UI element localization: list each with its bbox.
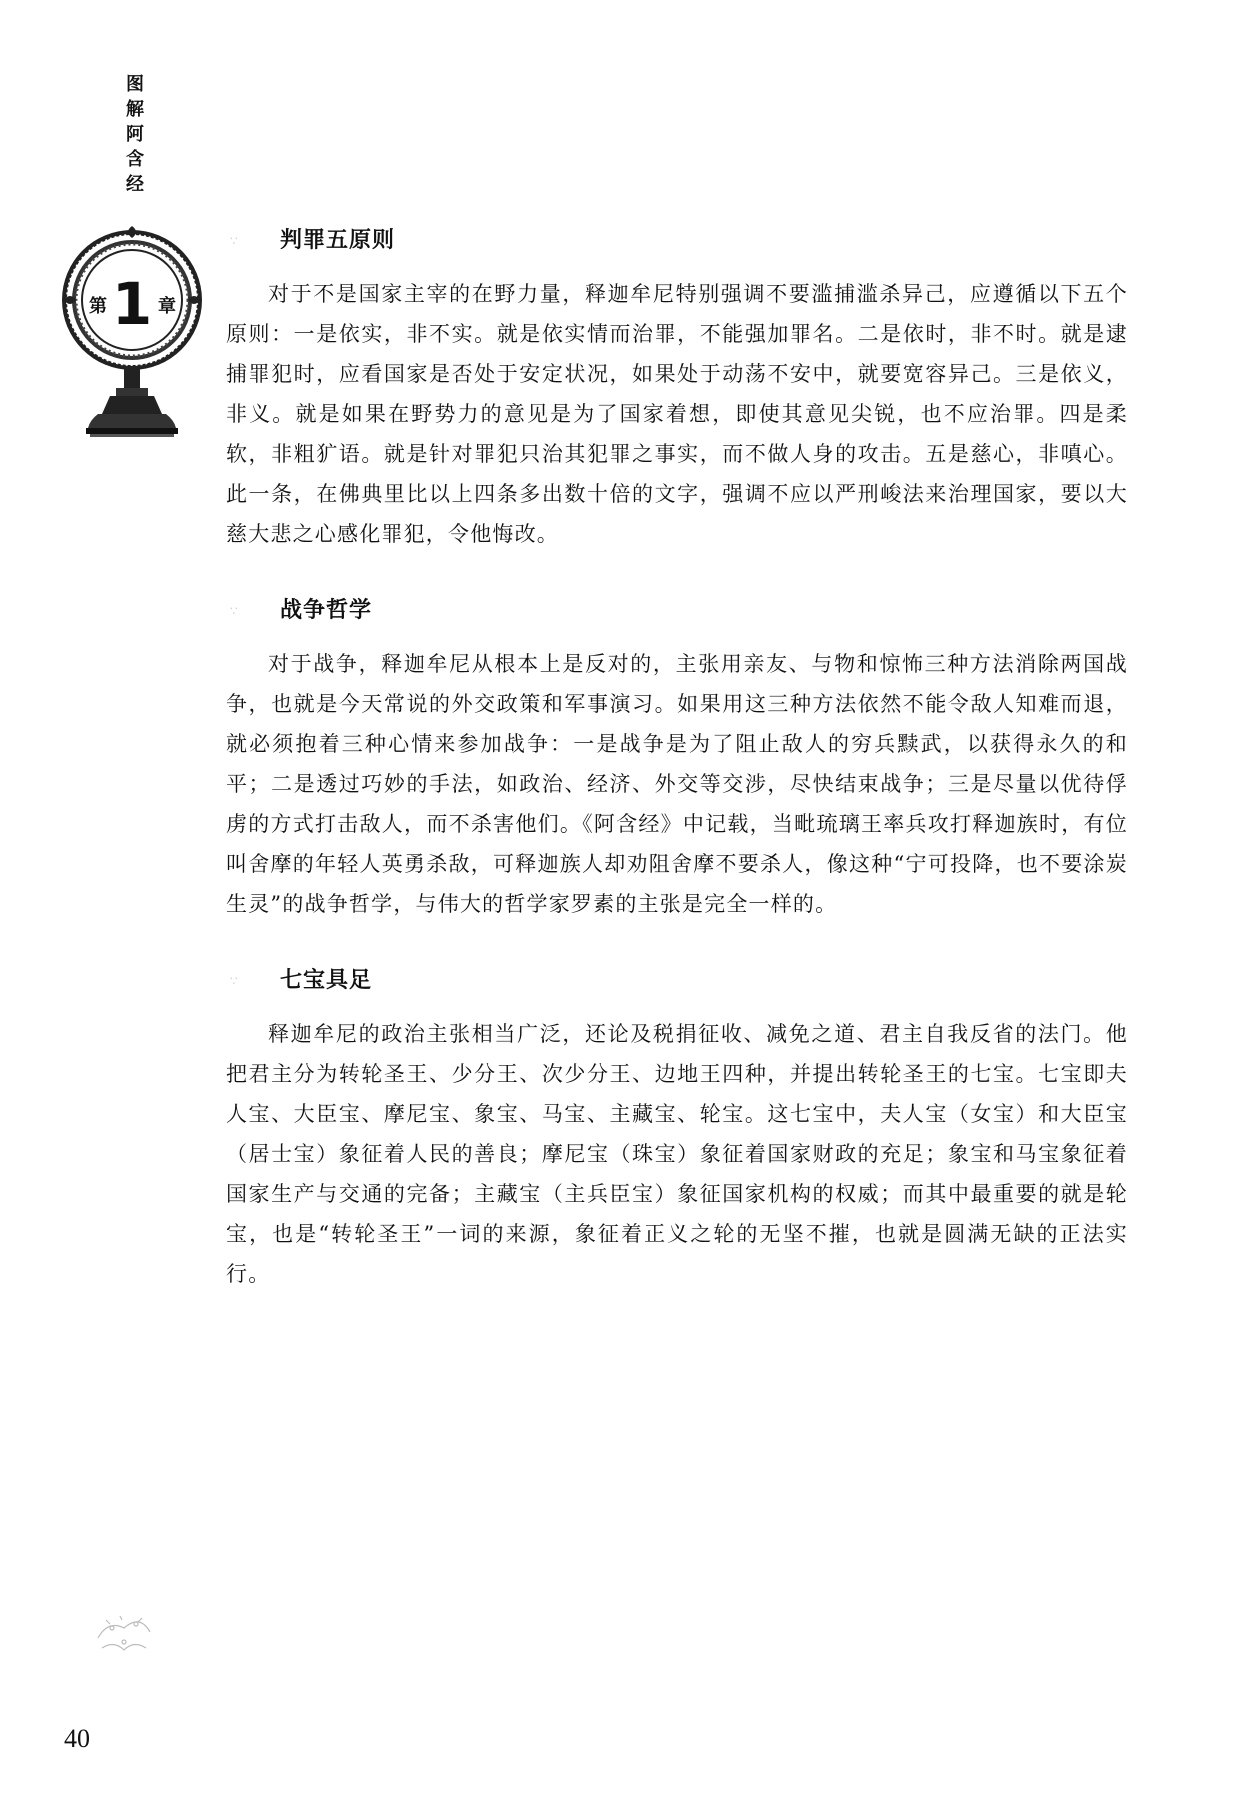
book-title-char: 经 [126, 174, 144, 195]
chapter-mirror-icon [52, 222, 212, 462]
heading-mark-icon: ∵ [230, 604, 238, 618]
footer-ornament-icon [92, 1608, 156, 1660]
section-five-principles [226, 228, 1128, 554]
section-title: 判罪五原则 [280, 228, 396, 253]
book-title-char: 图 [126, 74, 144, 95]
book-title-char: 解 [126, 99, 144, 120]
section-war-philosophy [226, 598, 1128, 924]
book-title-char: 阿 [126, 124, 144, 145]
chapter-badge [52, 222, 212, 462]
running-book-title [120, 72, 150, 197]
chapter-prefix: 第 [89, 296, 107, 317]
heading-mark-icon: ∵ [230, 234, 238, 248]
section-paragraph: 对于战争，释迦牟尼从根本上是反对的，主张用亲友、与物和惊怖三种方法消除两国战争，也就是今天常说的外交政策和军事演习。如果用这三种方法依然不能令敌人知难而退，就必须抱着三种心情来参加战争：一是战争是为了阻止敌人的穷兵黩武，以获得永久的和平；二是透过巧妙的手法，如政治、经济、外交等交涉，尽快结束战争；三是尽量以优待俘虏的方式打击敌人，而不杀害他们。《阿含经》中记载，当毗琉璃王率兵攻打释迦族时，有位叫舍摩的年轻人英勇杀敌，可释迦族人却劝阻舍摩不要杀人，像这种“宁可投降，也不要涂炭生灵”的战争哲学，与伟大的哲学家罗素的主张是完全一样的。 [226, 652, 1128, 916]
chapter-number: 1 [111, 270, 153, 338]
section-paragraph: 对于不是国家主宰的在野力量，释迦牟尼特别强调不要滥捕滥杀异己，应遵循以下五个原则：一是依实，非不实。就是依实情而治罪，不能强加罪名。二是依时，非不时。就是逮捕罪犯时，应看国家是否处于安定状况，如果处于动荡不安中，就要宽容异己。三是依义，非义。就是如果在野势力的意见是为了国家着想，即使其意见尖锐，也不应治罪。四是柔软，非粗犷语。就是针对罪犯只治其犯罪之事实，而不做人身的攻击。五是慈心，非嗔心。此一条，在佛典里比以上四条多出数十倍的文字，强调不应以严刑峻法来治理国家，要以大慈大悲之心感化罪犯，令他悔改。 [226, 282, 1128, 546]
section-paragraph: 释迦牟尼的政治主张相当广泛，还论及税捐征收、减免之道、君主自我反省的法门。他把君主分为转轮圣王、少分王、次少分王、边地王四种，并提出转轮圣王的七宝。七宝即夫人宝、大臣宝、摩尼宝、象宝、马宝、主藏宝、轮宝。这七宝中，夫人宝（女宝）和大臣宝（居士宝）象征着人民的善良；摩尼宝（珠宝）象征着国家财政的充足；象宝和马宝象征着国家生产与交通的完备；主藏宝（主兵臣宝）象征国家机构的权威；而其中最重要的就是轮宝，也是“转轮圣王”一词的来源，象征着正义之轮的无坚不摧，也就是圆满无缺的正法实行。 [226, 1022, 1128, 1286]
section-heading [226, 228, 1128, 254]
section-title: 七宝具足 [280, 968, 373, 993]
heading-mark-icon: ∵ [230, 974, 238, 988]
main-content [226, 228, 1128, 1338]
section-title: 战争哲学 [280, 598, 373, 623]
section-seven-treasures [226, 968, 1128, 1294]
section-heading [226, 598, 1128, 624]
section-heading [226, 968, 1128, 994]
page-number: 40 [64, 1724, 90, 1753]
book-title-char: 含 [126, 149, 144, 170]
chapter-suffix: 章 [158, 296, 176, 317]
